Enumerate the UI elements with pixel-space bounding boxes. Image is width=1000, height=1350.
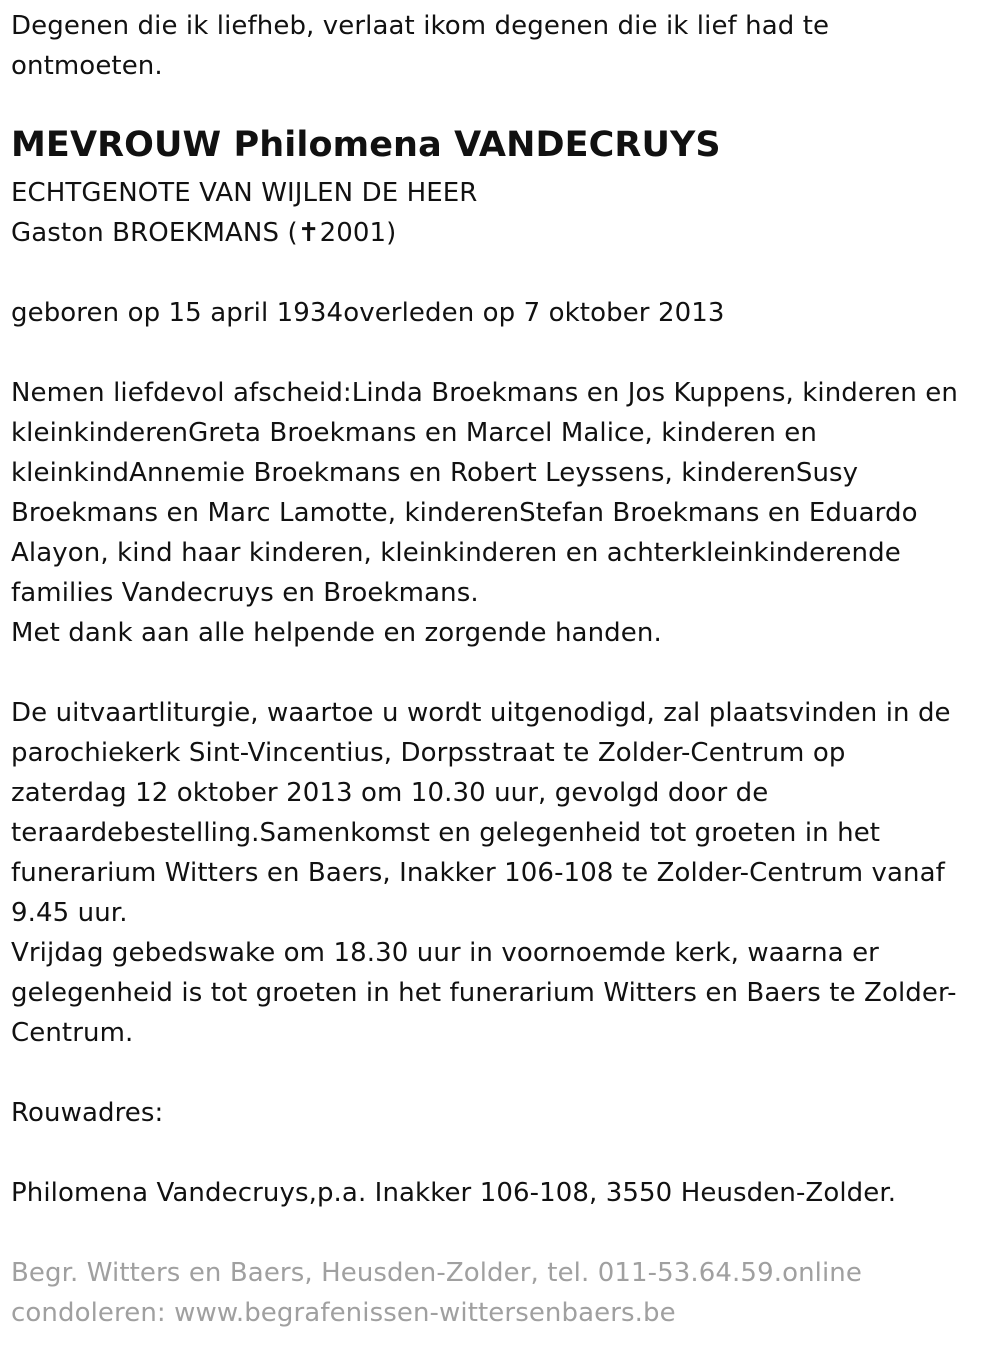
spouse-name-prefix: Gaston BROEKMANS (: [11, 218, 298, 248]
spouse-line-1: ECHTGENOTE VAN WIJLEN DE HEER: [11, 178, 478, 208]
vigil-line: gelegenheid is tot groeten in het funerarium Witters en Baers te Zolder-: [11, 978, 957, 1008]
farewell-line: kleinkinderenGreta Broekmans en Marcel Malice, kinderen en: [11, 418, 817, 448]
spouse-line-2: [11, 213, 396, 253]
footer-line-1: Begr. Witters en Baers, Heusden-Zolder, tel. 011-53.64.59.online: [11, 1258, 862, 1288]
motto-line-1: Degenen die ik liefheb, verlaat ikom degenen die ik lief had te: [11, 11, 830, 41]
life-dates: geboren op 15 april 1934overleden op 7 oktober 2013: [11, 298, 725, 328]
farewell-line: families Vandecruys en Broekmans.: [11, 578, 479, 608]
deceased-name: MEVROUW Philomena VANDECRUYS: [11, 125, 721, 165]
footer-line-2: condoleren: www.begrafenissen-wittersenbaers.be: [11, 1298, 676, 1328]
address-value: Philomena Vandecruys,p.a. Inakker 106-108, 3550 Heusden-Zolder.: [11, 1178, 897, 1208]
thanks-line: Met dank aan alle helpende en zorgende handen.: [11, 618, 662, 648]
farewell-line: Broekmans en Marc Lamotte, kinderenStefan Broekmans en Eduardo: [11, 498, 918, 528]
ceremony-line: zaterdag 12 oktober 2013 om 10.30 uur, gevolgd door de: [11, 778, 769, 808]
farewell-line: kleinkindAnnemie Broekmans en Robert Leyssens, kinderenSusy: [11, 458, 859, 488]
ceremony-line: funerarium Witters en Baers, Inakker 106-108 te Zolder-Centrum vanaf: [11, 858, 945, 888]
ceremony-line: De uitvaartliturgie, waartoe u wordt uitgenodigd, zal plaatsvinden in de: [11, 698, 951, 728]
motto-line-2: ontmoeten.: [11, 51, 163, 81]
ceremony-line: parochiekerk Sint-Vincentius, Dorpsstraat te Zolder-Centrum op: [11, 738, 846, 768]
vigil-line: Centrum.: [11, 1018, 134, 1048]
farewell-line: Alayon, kind haar kinderen, kleinkinderen en achterkleinkinderende: [11, 538, 901, 568]
ceremony-line: 9.45 uur.: [11, 898, 128, 928]
vigil-line: Vrijdag gebedswake om 18.30 uur in voornoemde kerk, waarna er: [11, 938, 879, 968]
spouse-death-year: 2001): [319, 218, 397, 248]
cross-icon: ✝: [297, 218, 320, 248]
farewell-line: Nemen liefdevol afscheid:Linda Broekmans en Jos Kuppens, kinderen en: [11, 378, 958, 408]
address-label: Rouwadres:: [11, 1098, 164, 1128]
ceremony-line: teraardebestelling.Samenkomst en gelegenheid tot groeten in het: [11, 818, 881, 848]
